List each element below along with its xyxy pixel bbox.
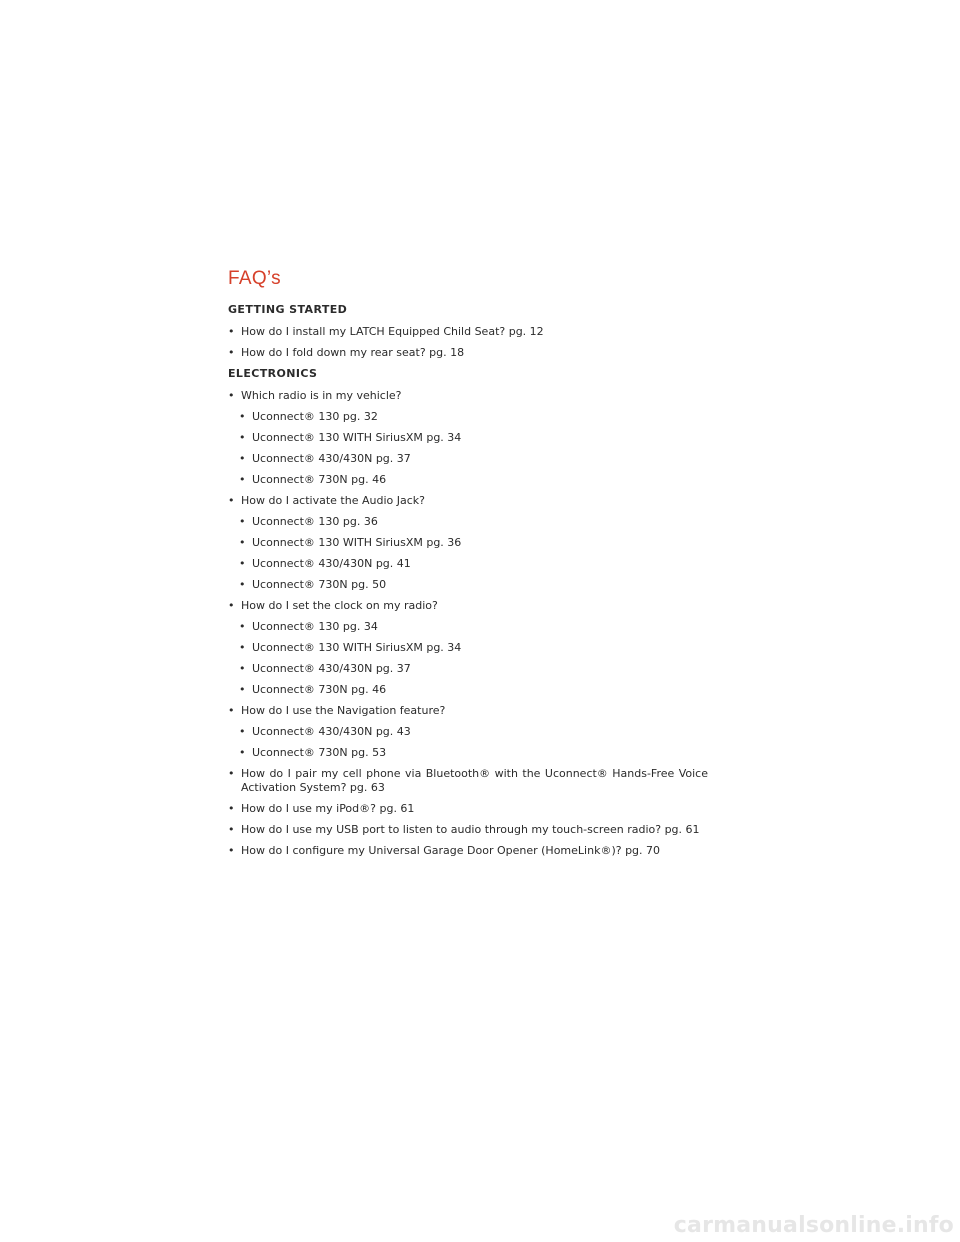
bullet-icon: • — [239, 410, 246, 423]
section-heading-getting-started: GETTING STARTED — [228, 303, 348, 316]
item-text: Uconnect® 130 pg. 36 — [252, 515, 378, 528]
bullet-icon: • — [239, 536, 246, 549]
bullet-icon: • — [239, 431, 246, 444]
sub-list-item — [228, 641, 708, 655]
list-item — [228, 599, 708, 613]
sub-list-item — [228, 410, 708, 424]
bullet-icon: • — [239, 746, 246, 759]
list-item — [228, 767, 708, 795]
item-text: How do I set the clock on my radio? — [241, 599, 438, 612]
sub-list-item — [228, 683, 708, 697]
item-text: Uconnect® 130 WITH SiriusXM pg. 36 — [252, 536, 462, 549]
item-text: Uconnect® 130 WITH SiriusXM pg. 34 — [252, 641, 462, 654]
bullet-icon: • — [228, 823, 235, 836]
bullet-icon: • — [228, 494, 235, 507]
bullet-icon: • — [239, 620, 246, 633]
item-text: Uconnect® 430/430N pg. 43 — [252, 725, 411, 738]
section-heading-electronics: ELECTRONICS — [228, 367, 318, 380]
list-item — [228, 494, 708, 508]
sub-list-item — [228, 725, 708, 739]
item-text: How do I use my USB port to listen to audio through my touch-screen radio? pg. 61 — [241, 823, 700, 836]
list-item — [228, 346, 708, 360]
bullet-icon: • — [228, 599, 235, 612]
item-text: Uconnect® 130 pg. 32 — [252, 410, 378, 423]
faq-content — [228, 268, 708, 865]
bullet-icon: • — [228, 767, 235, 780]
bullet-icon: • — [228, 704, 235, 717]
item-text: Uconnect® 730N pg. 53 — [252, 746, 387, 759]
item-text: Uconnect® 430/430N pg. 37 — [252, 662, 411, 675]
sub-list-item — [228, 620, 708, 634]
page-title: FAQ’s — [228, 268, 281, 289]
item-text: How do I use my iPod®? pg. 61 — [241, 802, 415, 815]
sub-list-item — [228, 515, 708, 529]
watermark-footer: carmanualsonline.info — [673, 1213, 954, 1238]
sub-list-item — [228, 746, 708, 760]
list-item — [228, 802, 708, 816]
list-item — [228, 844, 708, 858]
bullet-icon: • — [239, 683, 246, 696]
item-text: Uconnect® 730N pg. 46 — [252, 473, 387, 486]
bullet-icon: • — [239, 725, 246, 738]
bullet-icon: • — [228, 844, 235, 857]
bullet-icon: • — [239, 557, 246, 570]
sub-list-item — [228, 578, 708, 592]
sub-list-item — [228, 452, 708, 466]
list-item — [228, 325, 708, 339]
bullet-icon: • — [228, 325, 235, 338]
bullet-icon: • — [239, 473, 246, 486]
item-text: Uconnect® 730N pg. 46 — [252, 683, 387, 696]
item-text: How do I fold down my rear seat? pg. 18 — [241, 346, 465, 359]
list-item — [228, 389, 708, 403]
item-text: How do I configure my Universal Garage Door Opener (HomeLink®)? pg. 70 — [241, 844, 661, 857]
item-text: Uconnect® 430/430N pg. 41 — [252, 557, 411, 570]
item-text: Uconnect® 130 WITH SiriusXM pg. 34 — [252, 431, 462, 444]
sub-list-item — [228, 662, 708, 676]
item-text: Uconnect® 430/430N pg. 37 — [252, 452, 411, 465]
bullet-icon: • — [228, 346, 235, 359]
item-text: How do I activate the Audio Jack? — [241, 494, 425, 507]
bullet-icon: • — [239, 641, 246, 654]
list-item — [228, 823, 708, 837]
bullet-icon: • — [239, 578, 246, 591]
sub-list-item — [228, 536, 708, 550]
bullet-icon: • — [228, 802, 235, 815]
sub-list-item — [228, 557, 708, 571]
item-text: Uconnect® 130 pg. 34 — [252, 620, 378, 633]
bullet-icon: • — [239, 662, 246, 675]
list-item — [228, 704, 708, 718]
bullet-icon: • — [228, 389, 235, 402]
item-text: Which radio is in my vehicle? — [241, 389, 402, 402]
item-text: How do I use the Navigation feature? — [241, 704, 446, 717]
bullet-icon: • — [239, 452, 246, 465]
item-text: Uconnect® 730N pg. 50 — [252, 578, 387, 591]
bullet-icon: • — [239, 515, 246, 528]
item-text: How do I install my LATCH Equipped Child Seat? pg. 12 — [241, 325, 544, 338]
sub-list-item — [228, 431, 708, 445]
sub-list-item — [228, 473, 708, 487]
item-text: How do I pair my cell phone via Bluetooth® with the Uconnect® Hands-Free Voice Activation System? pg. 63 — [241, 767, 708, 794]
